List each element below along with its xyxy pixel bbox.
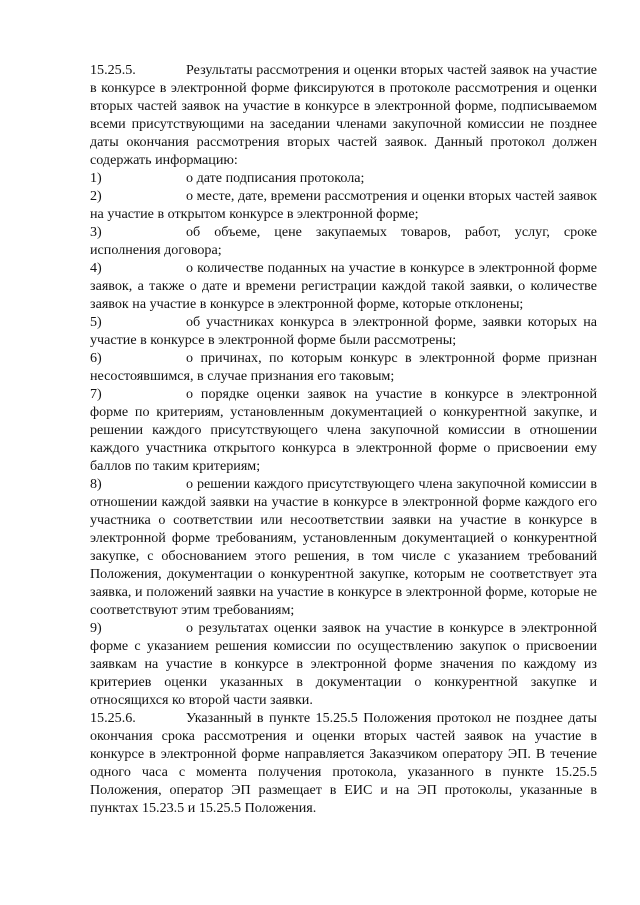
list-item-text: о результатах оценки заявок на участие в конкурсе в электронной форме с указанием решения комиссии по осуществлению закупок о присвоении заявкам на участие в конкурсе в электронной форме значения по каждому из критериев оценки указанных в документации о конкурентной закупке и относящихся ко второй части заявки. [90,620,597,708]
list-item-6 [90,349,597,385]
list-item-text: о причинах, по которым конкурс в электронной форме признан несостоявшимся, в случае признания его таковым; [90,350,597,384]
list-item-number: 7) [90,386,102,402]
list-item-number: 6) [90,350,102,366]
list-item-4 [90,259,597,313]
document-page [90,61,597,817]
list-item-number: 3) [90,224,102,240]
list-item-text: о дате подписания протокола; [186,170,365,186]
list-item-text: о количестве поданных на участие в конкурсе в электронной форме заявок, а также о дате и времени регистрации каждой такой заявки, о количестве заявок на участие в конкурсе в электронной форме, которые отклонены; [90,260,597,312]
list-item-5 [90,313,597,349]
list-item-text: о месте, дате, времени рассмотрения и оценки вторых частей заявок на участие в открытом конкурсе в электронной форме; [90,188,597,222]
clause-number: 15.25.6. [90,710,136,726]
list-item-text: об объеме, цене закупаемых товаров, работ, услуг, сроке исполнения договора; [90,224,597,258]
list-item-text: об участниках конкурса в электронной форме, заявки которых на участие в конкурсе в электронной форме были рассмотрены; [90,314,597,348]
list-item-number: 2) [90,188,102,204]
list-item-number: 1) [90,170,102,186]
list-item-1 [90,169,597,187]
list-item-text: о решении каждого присутствующего члена закупочной комиссии в отношении каждой заявки на участие в конкурсе в электронной форме каждого его участника о соответствии или несоответствии заявки на участие в конкурсе в электронной форме требованиям, установленным документацией о конкурентной закупке, с обоснованием этого решения, в том числе с указанием требований Положения, документации о конкурентной закупке, которым не соответствует эта заявка, и положений заявки на участие в конкурсе в электронной форме, которые не соответствуют этим требованиям; [90,476,597,618]
list-item-number: 9) [90,620,102,636]
clause-number: 15.25.5. [90,62,136,78]
clause-15-25-6 [90,709,597,817]
clause-text: Указанный в пункте 15.25.5 Положения протокол не позднее даты окончания срока рассмотрения и оценки вторых частей заявок на участие в конкурсе в электронной форме направляется Заказчиком оператору ЭП. В течение одного часа с момента получения протокола, указанного в пункте 15.25.5 Положения, оператор ЭП размещает в ЕИС и на ЭП протоколы, указанные в пунктах 15.23.5 и 15.25.5 Положения. [90,710,597,816]
clause-15-25-5 [90,61,597,169]
list-item-number: 8) [90,476,102,492]
list-item-9 [90,619,597,709]
list-item-8 [90,475,597,619]
list-item-7 [90,385,597,475]
list-item-number: 4) [90,260,102,276]
list-item-text: о порядке оценки заявок на участие в конкурсе в электронной форме по критериям, установленным документацией о конкурентной закупке, и решении каждого присутствующего члена закупочной комиссии в отношении каждого участника открытого конкурса в электронной форме о присвоении ему баллов по таким критериям; [90,386,597,474]
list-item-number: 5) [90,314,102,330]
list-item-2 [90,187,597,223]
clause-text: Результаты рассмотрения и оценки вторых частей заявок на участие в конкурсе в электронной форме фиксируются в протоколе рассмотрения и оценки вторых частей заявок на участие в конкурсе в электронной форме, подписываемом всеми присутствующими на заседании членами закупочной комиссии не позднее даты окончания рассмотрения вторых частей заявок. Данный протокол должен содержать информацию: [90,62,597,168]
list-item-3 [90,223,597,259]
